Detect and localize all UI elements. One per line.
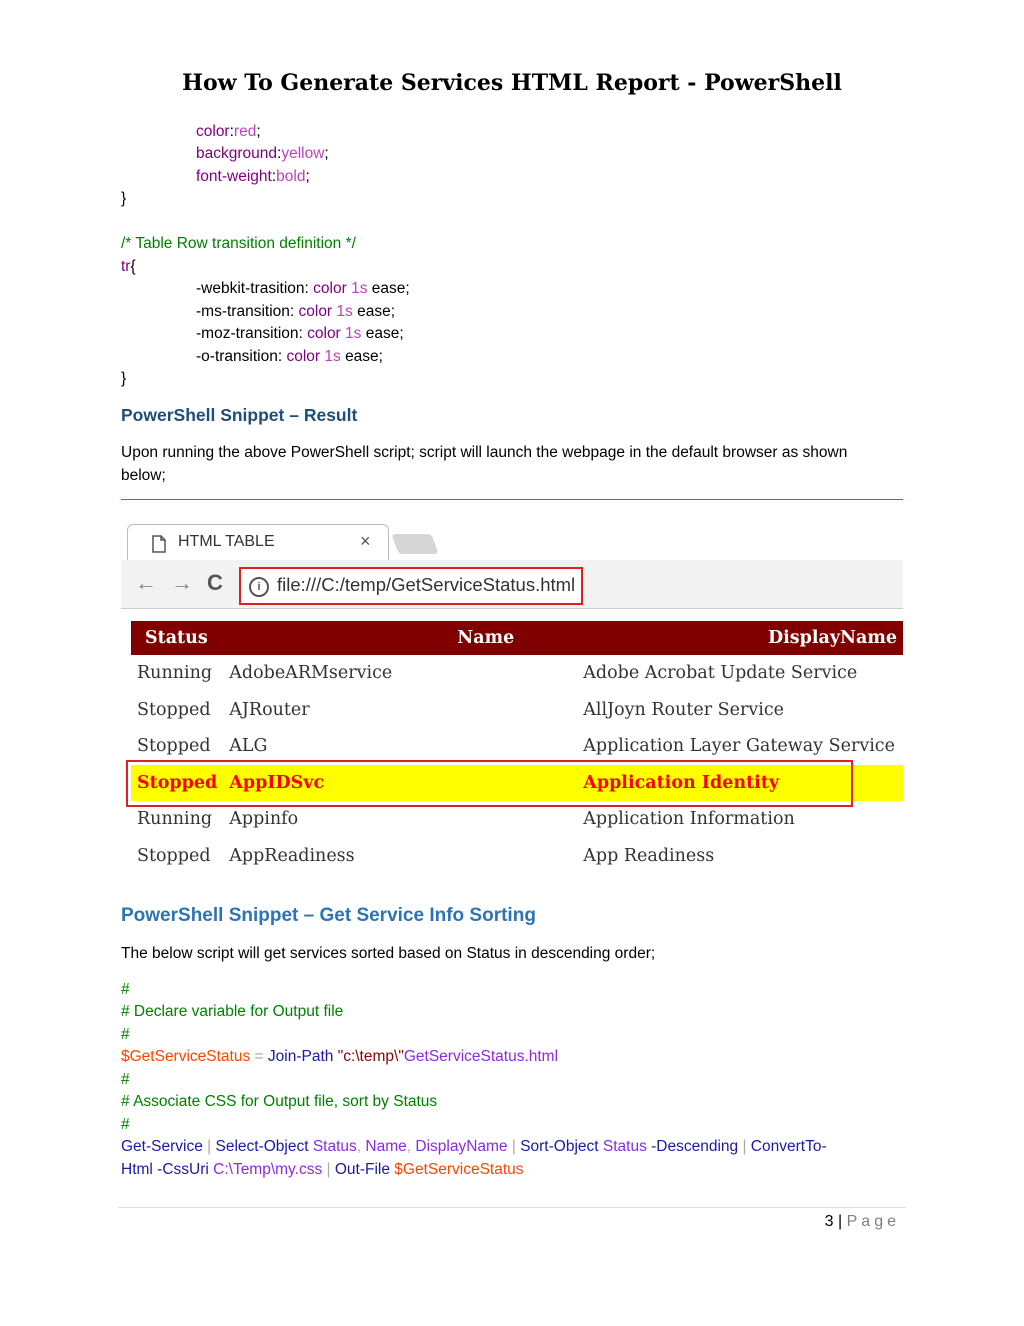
css-close-brace-2: } <box>121 370 127 387</box>
tab-title: HTML TABLE <box>178 533 275 550</box>
cell-displayname: Application Identity <box>583 765 903 802</box>
cell-status: Running <box>137 809 213 830</box>
table-header-row <box>131 621 903 655</box>
section-heading-sorting: PowerShell Snippet – Get Service Info Sorting <box>121 905 536 926</box>
ps-comment: # <box>121 1026 130 1043</box>
info-icon[interactable]: i <box>249 577 269 597</box>
css-selector-tr: tr{ <box>121 258 136 275</box>
css-line-background: background:yellow; <box>196 145 329 162</box>
cell-status: Stopped <box>137 699 211 720</box>
url-text: file:///C:/temp/GetServiceStatus.html <box>277 574 576 595</box>
table-row <box>131 692 903 729</box>
cell-name: AJRouter <box>229 699 310 720</box>
cell-status: Running <box>137 663 213 684</box>
cell-displayname: App Readiness <box>583 845 715 866</box>
ps-comment: # <box>121 1071 130 1088</box>
cell-displayname: Application Information <box>583 809 795 830</box>
tab-strip <box>121 518 903 560</box>
result-paragraph-line1: Upon running the above PowerShell script; script will launch the webpage in the default browser as shown <box>121 444 848 461</box>
css-transition-webkit: -webkit-trasition: color 1s ease; <box>196 280 410 297</box>
cell-name: ALG <box>229 736 268 757</box>
ps-comment: # <box>121 1116 130 1133</box>
browser-toolbar <box>121 560 903 609</box>
css-close-brace: } <box>121 190 127 207</box>
css-transition-o: -o-transition: color 1s ease; <box>196 348 383 365</box>
reload-icon[interactable]: C <box>207 570 223 595</box>
css-line-font-weight: font-weight:bold; <box>196 168 310 185</box>
highlight-box <box>126 760 853 807</box>
table-row <box>131 838 903 875</box>
browser-tab[interactable] <box>127 524 389 561</box>
back-arrow-icon[interactable]: ← <box>135 570 157 595</box>
css-transition-moz: -moz-transition: color 1s ease; <box>196 325 404 342</box>
cell-name: AdobeARMservice <box>229 663 393 684</box>
document-icon <box>152 535 166 553</box>
cell-status: Stopped <box>137 736 211 757</box>
css-transition-ms: -ms-transition: color 1s ease; <box>196 303 396 320</box>
cell-displayname: AllJoyn Router Service <box>583 699 785 720</box>
header-displayname: DisplayName <box>583 621 903 655</box>
ps-comment: # Declare variable for Output file <box>121 1003 344 1020</box>
header-status: Status <box>131 621 223 655</box>
tab-close-icon[interactable]: × <box>360 531 371 551</box>
result-paragraph-line2: below; <box>121 467 166 484</box>
sorting-paragraph: The below script will get services sorted based on Status in descending order; <box>121 945 656 962</box>
header-name: Name <box>223 621 583 655</box>
css-comment: /* Table Row transition definition */ <box>121 235 356 252</box>
divider <box>121 499 903 500</box>
page-title: How To Generate Services HTML Report - PowerShell <box>182 70 842 96</box>
table-row <box>131 655 903 692</box>
section-heading-result: PowerShell Snippet – Result <box>121 405 358 425</box>
cell-name: AppIDSvc <box>223 765 583 802</box>
ps-line-pipeline-cont: Html -CssUri C:\Temp\my.css | Out-File $GetServiceStatus <box>121 1161 524 1178</box>
cell-name: Appinfo <box>229 809 299 830</box>
cell-displayname: Adobe Acrobat Update Service <box>583 663 858 684</box>
cell-displayname: Application Layer Gateway Service <box>583 736 895 757</box>
footer-divider <box>118 1207 906 1208</box>
ps-line-pipeline: Get-Service | Select-Object Status, Name, DisplayName | Sort-Object Status -Descending | ConvertTo- <box>121 1138 827 1155</box>
css-line-color: color:red; <box>196 123 261 140</box>
ps-comment: # Associate CSS for Output file, sort by Status <box>121 1093 438 1110</box>
ps-line-joinpath: $GetServiceStatus = Join-Path "c:\temp\"GetServiceStatus.html <box>121 1048 559 1065</box>
page-number: 3 | Page <box>824 1213 900 1230</box>
ps-comment: # <box>121 981 130 998</box>
cell-status: Stopped <box>131 765 223 802</box>
cell-status: Stopped <box>137 845 211 866</box>
address-bar[interactable] <box>239 567 583 605</box>
new-tab-button[interactable] <box>391 534 438 554</box>
browser-screenshot <box>121 518 903 880</box>
cell-name: AppReadiness <box>229 845 355 866</box>
forward-arrow-icon[interactable]: → <box>171 570 193 595</box>
services-table <box>131 621 903 874</box>
